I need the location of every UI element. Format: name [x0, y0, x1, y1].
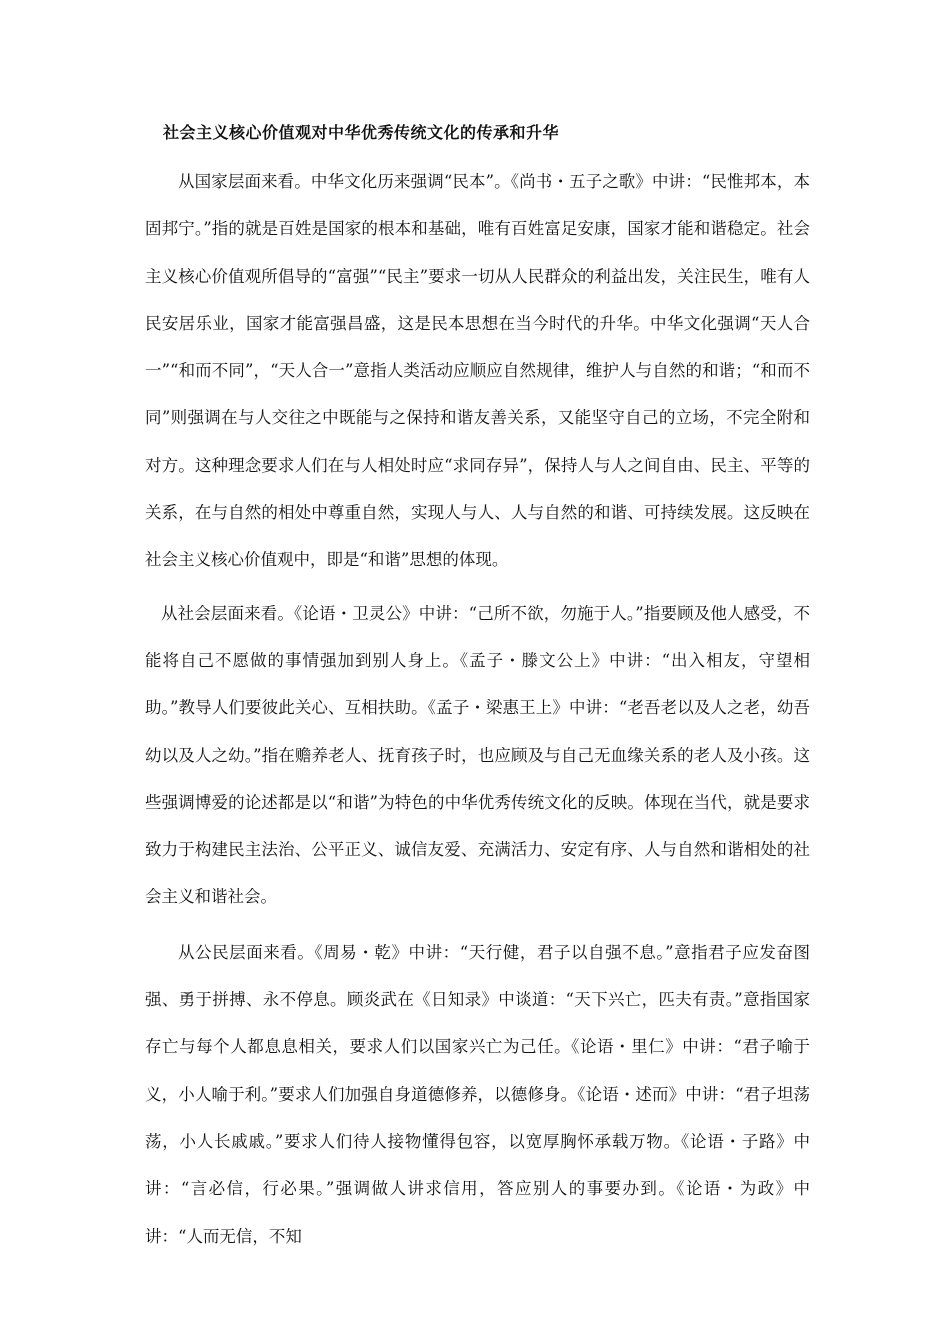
document-body [145, 122, 810, 1260]
document-title: 社会主义核心价值观对中华优秀传统文化的传承和升华 [163, 123, 560, 142]
paragraph-citizen-level: 从公民层面来看。《周易・乾》中讲：“天行健，君子以自强不息。”意指君子应发奋图强、勇于拼搏、永不停息。顾炎武在《日知录》中谈道：“天下兴亡，匹夫有责。”意指国家存亡与每个人都息息相关，要求人们以国家兴亡为己任。《论语・里仁》中讲：“君子喻于义，小人喻于利。”要求人们加强自身道德修养，以德修身。《论语・述而》中讲：“君子坦荡荡，小人长戚戚。”要求人们待人接物懂得包容，以宽厚胸怀承载万物。《论语・子路》中讲：“言必信，行必果。”强调做人讲求信用，答应别人的事要办到。《论语・为政》中讲：“人而无信，不知 [145, 942, 810, 1246]
paragraph-social-level: 从社会层面来看。《论语・卫灵公》中讲：“己所不欲，勿施于人。”指要顾及他人感受，不能将自己不愿做的事情强加到别人身上。《孟子・滕文公上》中讲：“出入相友，守望相助。”教导人们要彼此关心、互相扶助。《孟子・梁惠王上》中讲：“老吾老以及人之老，幼吾幼以及人之幼。”指在赡养老人、抚育孩子时，也应顾及与自己无血缘关系的老人及小孩。这些强调博爱的论述都是以“和谐”为特色的中华优秀传统文化的反映。体现在当代，就是要求致力于构建民主法治、公平正义、诚信友爱、充满活力、安定有序、人与自然和谐相处的社会主义和谐社会。 [145, 603, 810, 907]
paragraph-national-level: 从国家层面来看。中华文化历来强调“民本”。《尚书・五子之歌》中讲：“民惟邦本，本固邦宁。”指的就是百姓是国家的根本和基础，唯有百姓富足安康，国家才能和谐稳定。社会主义核心价值观所倡导的“富强”“民主”要求一切从人民群众的利益出发，关注民生，唯有人民安居乐业，国家才能富强昌盛，这是民本思想在当今时代的升华。中华文化强调“天人合一”“和而不同”，“天人合一”意指人类活动应顺应自然规律，维护人与自然的和谐；“和而不同”则强调在与人交往之中既能与之保持和谐友善关系，又能坚守自己的立场，不完全附和对方。这种理念要求人们在与人相处时应“求同存异”，保持人与人之间自由、民主、平等的关系，在与自然的相处中尊重自然，实现人与人、人与自然的和谐、可持续发展。这反映在社会主义核心价值观中，即是“和谐”思想的体现。 [145, 172, 810, 570]
